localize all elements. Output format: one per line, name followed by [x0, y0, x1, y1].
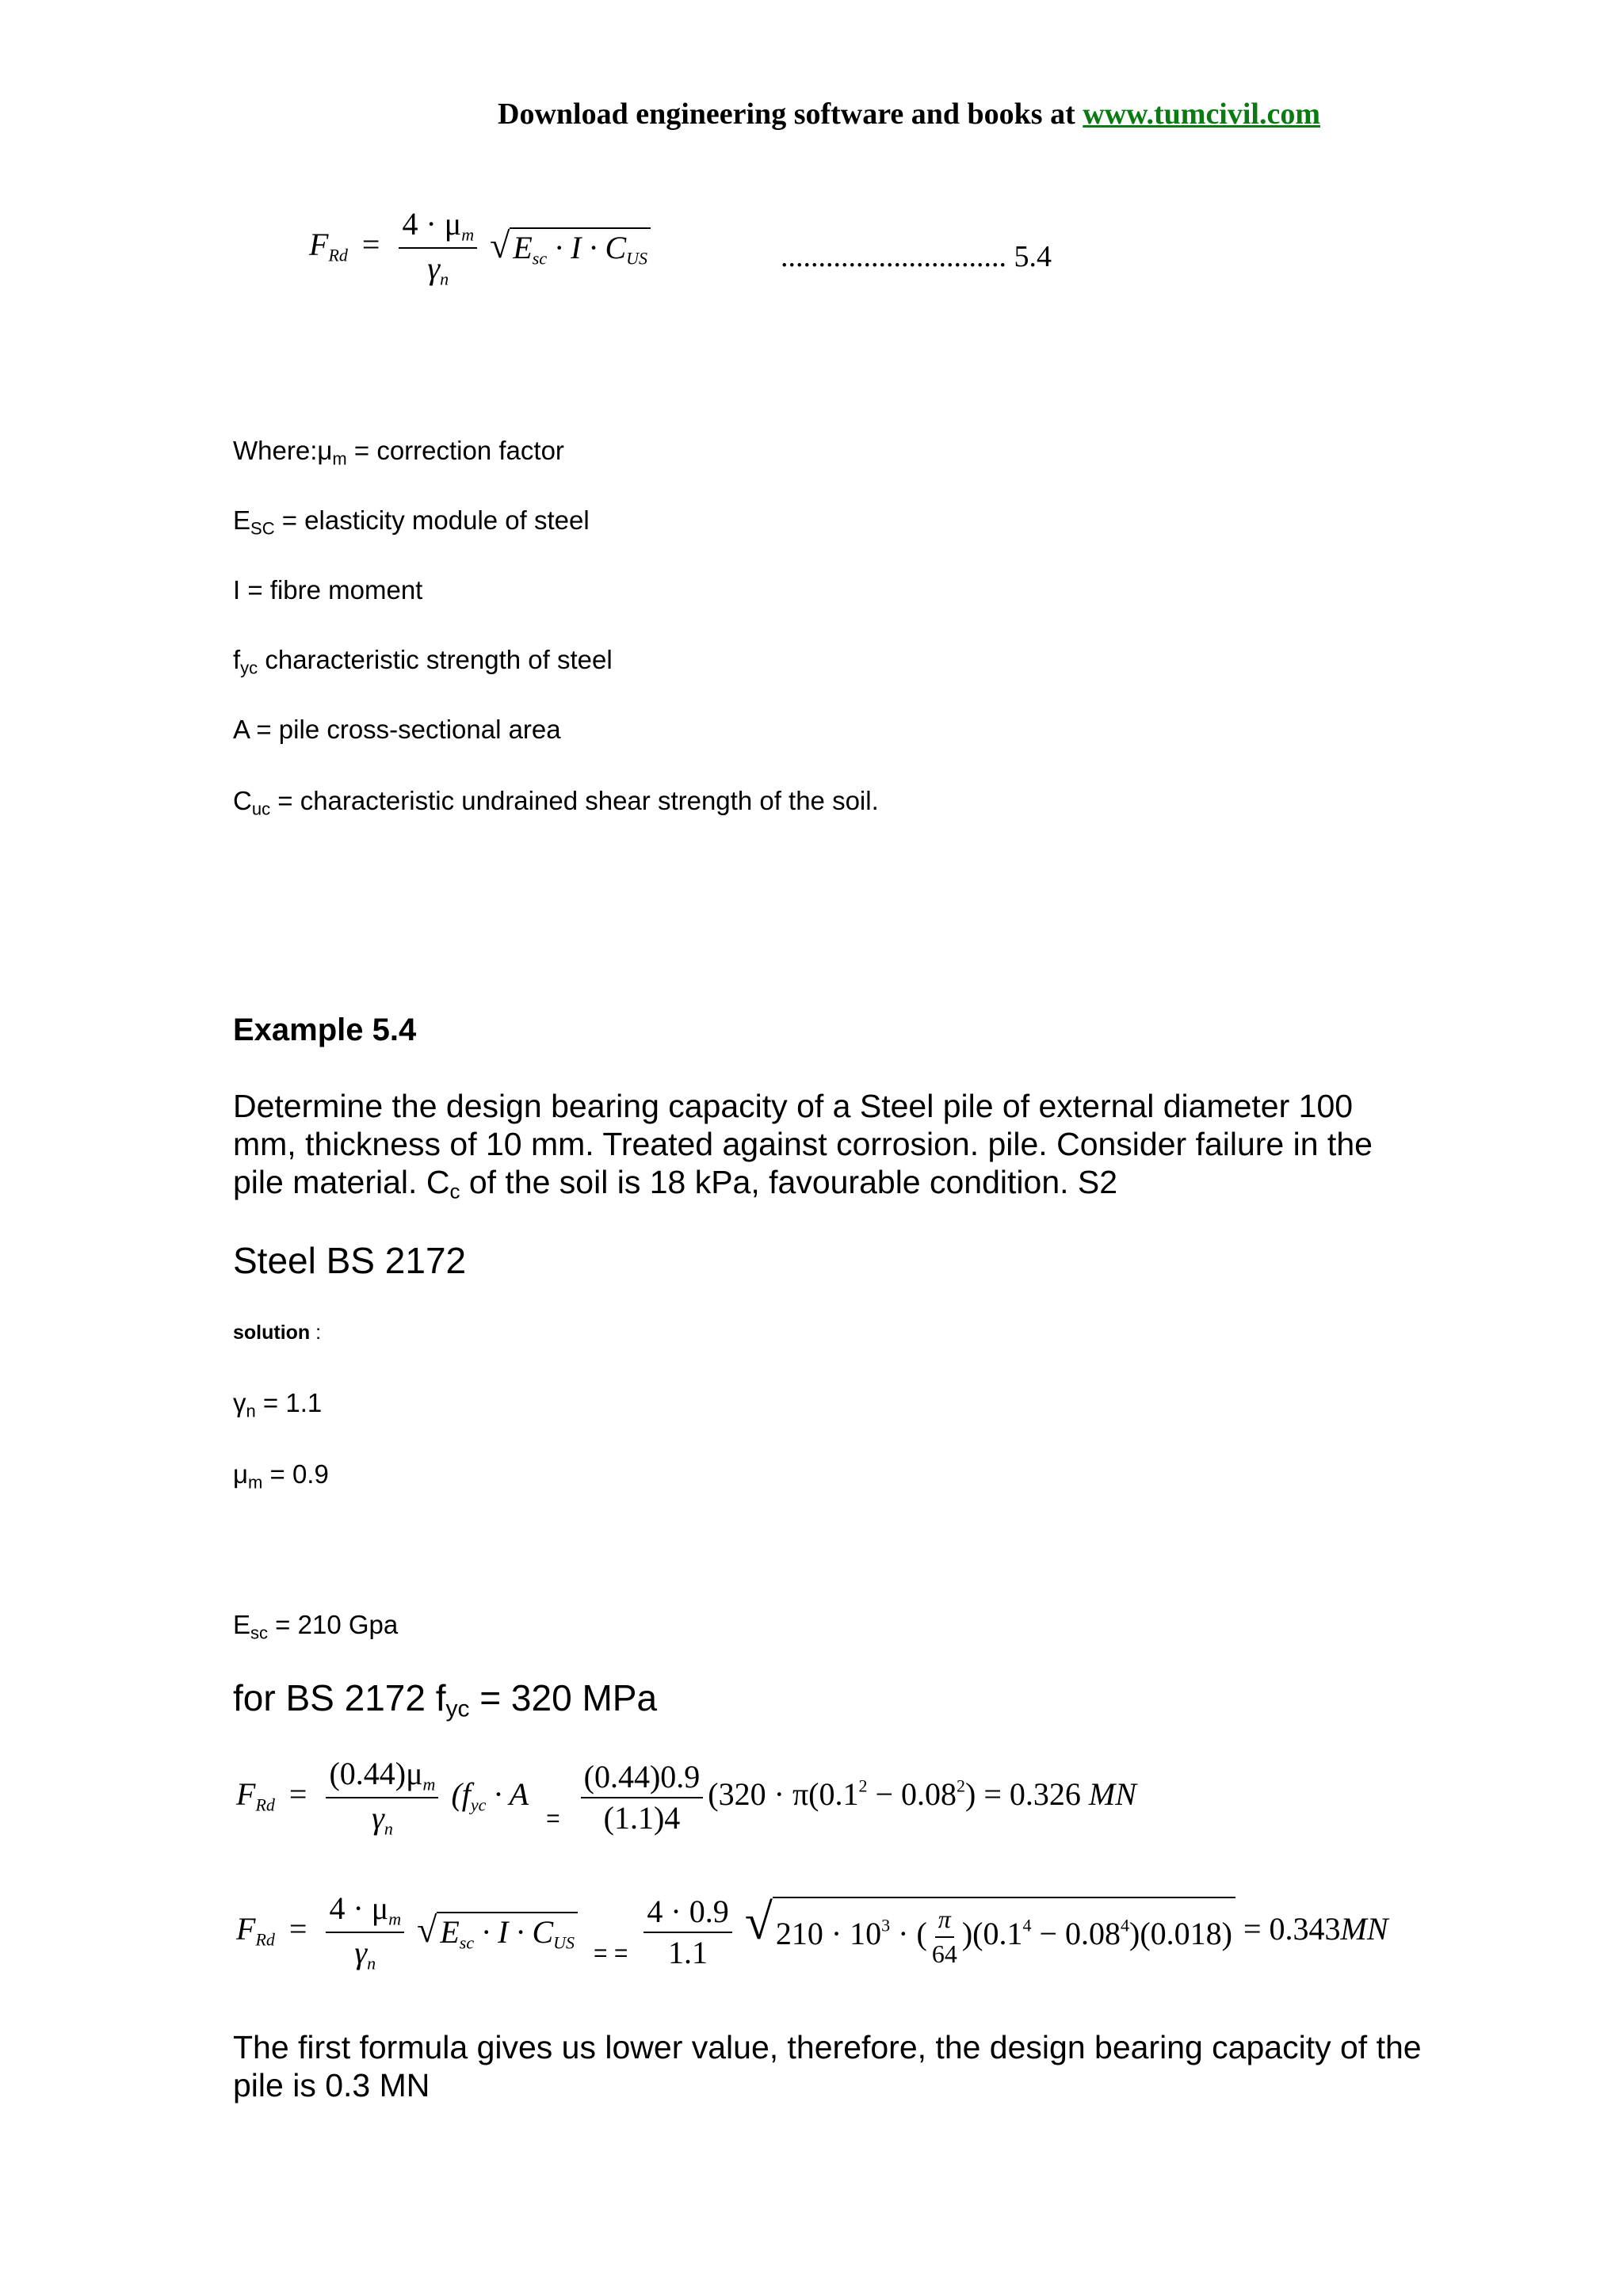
header-text: Download engineering software and books at — [498, 97, 1083, 131]
steel-grade: Steel BS 2172 — [233, 1240, 467, 1281]
mu-value: μm = 0.9 — [233, 1459, 329, 1493]
def-cuc: Cuc = characteristic undrained shear strength of the soil. — [233, 786, 879, 819]
example-heading: Example 5.4 — [233, 1013, 417, 1047]
eq-fraction: $\frac{4 \cdot \mu_m}{\gamma_n}$ — [399, 208, 477, 288]
conclusion-paragraph: The first formula gives us lower value, therefore, the design bearing capacity of the pile is 0.3 MN — [233, 2029, 1422, 2103]
calc-2: $F_{Rd}$ = $\frac{4 \cdot \mu_m}{\gamma_n}$ √ $E_{sc} \cdot I \cdot C_{US}$ $_{= =}$ $\frac{4 \cdot 0.9}{1.1}$ √ $210 \cdot 10^3$ · ( $\frac{\pi}{64}$ )$(0.1^4 - 0.08^4)(0.018)$ = 0.343MN — [236, 1890, 1388, 1974]
eq-lhs: F — [309, 226, 329, 262]
fyc-value: for BS 2172 fyc = 320 MPa — [233, 1677, 658, 1722]
def-esc: ESC = elasticity module of steel — [233, 505, 590, 539]
eq-equals: = — [361, 226, 380, 262]
calc-1: $F_{Rd}$ = $\frac{(0.44)\mu_m}{\gamma_n}$ ($f_{yc} \cdot A$ $_=$ $\frac{(0.44)0.9}{(1.1)4}$ ($320 \cdot \pi(0.1^2 - 0.08^2) = 0.326$ MN — [236, 1756, 1136, 1839]
def-mu: Where:μm = correction factor — [233, 436, 564, 469]
def-a: A = pile cross-sectional area — [233, 715, 561, 744]
example-paragraph: Determine the design bearing capacity of a Steel pile of external diameter 100 mm, thickness of 10 mm. Treated against corrosion. pile. Consider failure in the pile material. Cc of the soil is 18 kPa, favourable condition. S2 — [233, 1088, 1373, 1203]
header-link[interactable]: www.tumcivil.com — [1083, 97, 1320, 131]
def-fyc: fyc characteristic strength of steel — [233, 645, 613, 678]
page-header — [498, 97, 1320, 132]
esc-value: Esc = 210 Gpa — [233, 1610, 399, 1643]
eq-sqrt: √ $E_{sc} \cdot I \cdot C_{US}$ — [490, 227, 651, 269]
solution-label: solution : — [233, 1322, 322, 1344]
def-i: I = fibre moment — [233, 575, 423, 605]
equation-number: .............................. 5.4 — [781, 240, 1052, 273]
sqrt-icon: √ — [490, 224, 510, 265]
equation-5-4: $F_{Rd}$ = $\frac{4 \cdot \mu_m}{\gamma_n}$ √ $E_{sc} \cdot I \cdot C_{US}$ — [309, 208, 651, 288]
gamma-value: γn = 1.1 — [233, 1388, 323, 1421]
